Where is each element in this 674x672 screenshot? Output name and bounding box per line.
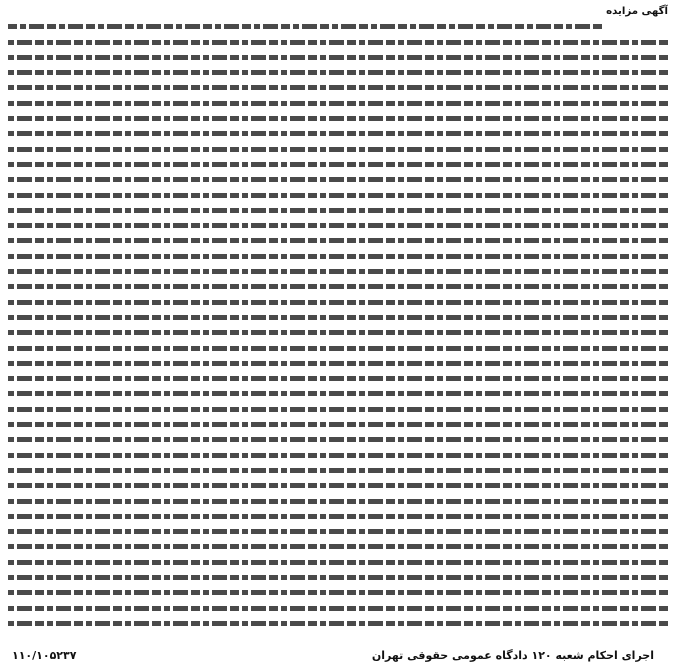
body-text-line <box>6 310 668 325</box>
body-text-line <box>6 417 668 432</box>
body-text-line <box>6 233 668 248</box>
notice-footer <box>6 644 668 666</box>
body-text-line <box>6 555 668 570</box>
body-text-line <box>6 371 668 386</box>
body-text-line <box>6 601 668 616</box>
body-text-line <box>6 631 668 636</box>
notice-body <box>6 4 668 636</box>
body-text-line <box>6 249 668 264</box>
body-text-line <box>6 570 668 585</box>
body-text-line <box>6 126 668 141</box>
body-text-line <box>6 616 668 631</box>
body-text-line <box>6 478 668 493</box>
body-text-line <box>6 463 668 478</box>
body-text-line <box>6 356 668 371</box>
legal-notice <box>6 4 668 668</box>
body-text-line <box>6 279 668 294</box>
notice-body-text <box>6 19 668 636</box>
body-text-line <box>6 188 668 203</box>
body-text-line <box>6 295 668 310</box>
body-text-line <box>6 111 668 126</box>
body-text-line <box>6 35 668 50</box>
body-text-line <box>6 203 668 218</box>
body-text-line <box>6 509 668 524</box>
body-text-line <box>6 19 668 34</box>
body-text-line <box>6 432 668 447</box>
body-text-line <box>6 325 668 340</box>
body-text-line <box>6 264 668 279</box>
body-text-line <box>6 585 668 600</box>
body-text-line <box>6 524 668 539</box>
notice-issuer: اجرای احکام شعبه ۱۲۰ دادگاه عمومی حقوقی تهران <box>371 648 654 662</box>
body-text-line <box>6 65 668 80</box>
body-text-line <box>6 157 668 172</box>
body-text-line <box>6 142 668 157</box>
body-text-line <box>6 494 668 509</box>
body-text-line <box>6 341 668 356</box>
body-text-line <box>6 96 668 111</box>
notice-heading: آگهی مزایده <box>606 6 668 17</box>
body-text-line <box>6 402 668 417</box>
body-text-line <box>6 448 668 463</box>
body-text-line <box>6 539 668 554</box>
body-text-line <box>6 172 668 187</box>
notice-number: ۱۱۰/۱۰۵۲۳۷ <box>12 648 77 662</box>
body-text-line <box>6 218 668 233</box>
body-text-line <box>6 386 668 401</box>
body-text-line <box>6 80 668 95</box>
body-text-line <box>6 50 668 65</box>
